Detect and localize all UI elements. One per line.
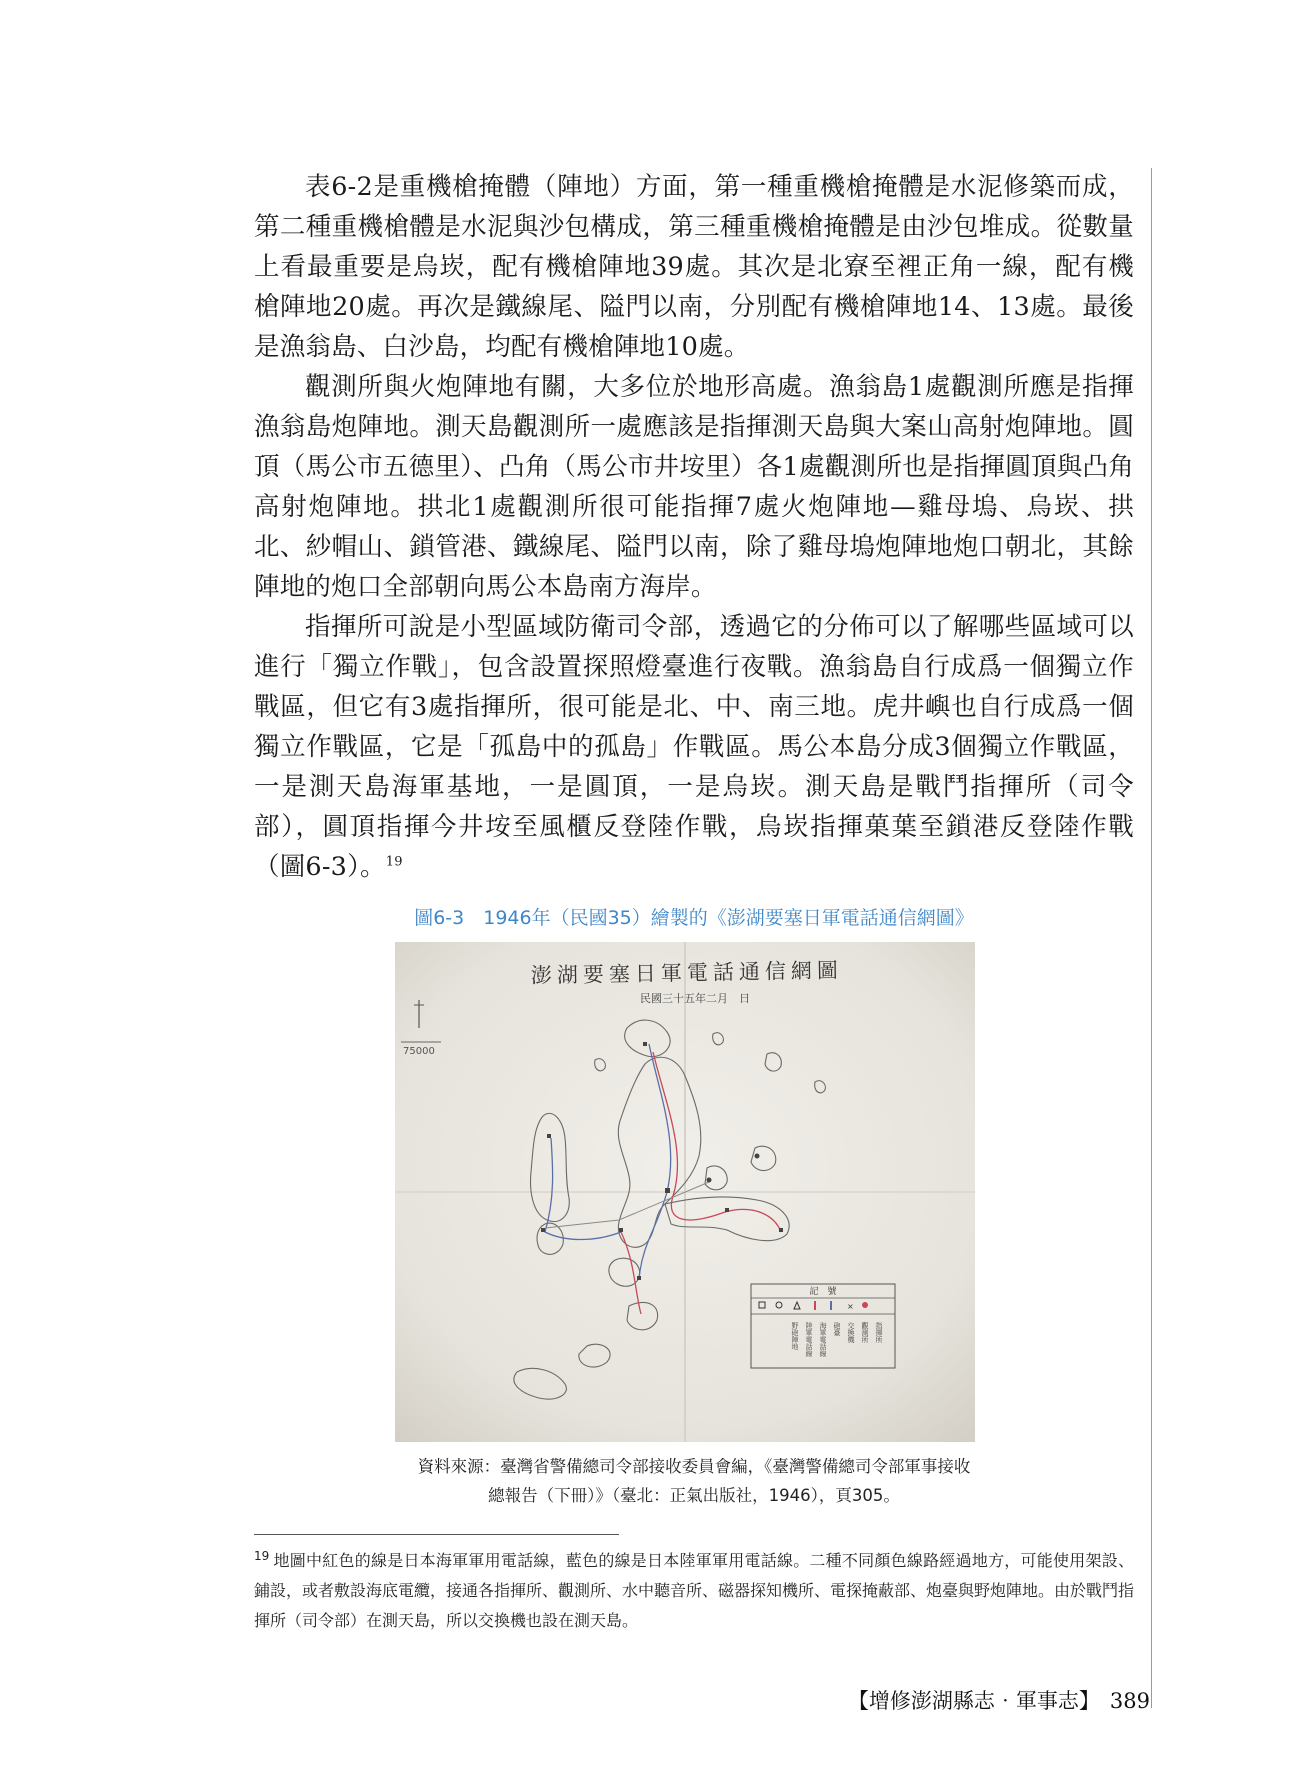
footnote-text: 地圖中紅色的線是日本海軍軍用電話線，藍色的線是日本陸軍軍用電話線。二種不同顏色線路經過地方，可能使用架設、鋪設，或者敷設海底電纜，接通各指揮所、觀測所、水中聽音所、磁器探知機所、電探掩蔽部、炮臺與野炮陣地。由於戰鬥指揮所（司令部）在測天島，所以交換機也設在測天島。 (254, 1551, 1135, 1630)
legend-item: 交換機 (847, 1322, 855, 1343)
page-number: 389 (1109, 1689, 1150, 1713)
paragraph-1: 表6-2是重機槍掩體（陣地）方面，第一種重機槍掩體是水泥修築而成，第二種重機槍體是水泥與沙包構成，第三種重機槍掩體是由沙包堆成。從數量上看最重要是烏崁，配有機槍陣地39處。其次是北寮至裡正角一線，配有機槍陣地20處。再次是鐵線尾、隘門以南，分別配有機槍陣地14、13處。最後是漁翁島、白沙島，均配有機槍陣地10處。 (254, 172, 1134, 362)
legend-item: 野砲陣地 (791, 1322, 799, 1350)
legend-item: 海軍電話線 (819, 1322, 827, 1357)
source-line-2: 總報告（下冊）》（臺北：正氣出版社，1946），頁305。 (488, 1486, 900, 1505)
footnote-number: 19 (254, 1548, 270, 1563)
map-scale: 75000 (403, 1046, 435, 1057)
book-title: 【增修澎湖縣志‧軍事志】 (847, 1689, 1100, 1713)
legend-title: 記 號 (809, 1287, 837, 1297)
figure-caption: 圖6-3 1946年（民國35）繪製的《澎湖要塞日軍電話通信網圖》 (414, 907, 974, 929)
source-line-1: 資料來源：臺灣省警備總司令部接收委員會編，《臺灣警備總司令部軍事接收 (417, 1457, 971, 1476)
paragraph-3 (254, 607, 1134, 887)
legend-item: 觀測所 (861, 1322, 869, 1343)
map-title: 澎湖要塞日軍電話通信網圖 (530, 958, 844, 988)
legend-item: 砲臺 (833, 1322, 841, 1336)
footnote-body (254, 1546, 1134, 1636)
legend-item: 指揮所 (875, 1322, 883, 1343)
figure-source (254, 1452, 1134, 1510)
paragraph-3-text: 指揮所可說是小型區域防衛司令部，透過它的分佈可以了解哪些區域可以進行「獨立作戰」，包含設置探照燈臺進行夜戰。漁翁島自行成爲一個獨立作戰區，但它有3處指揮所，很可能是北、中、南三地。虎井嶼也自行成爲一個獨立作戰區，它是「孤島中的孤島」作戰區。馬公本島分成3個獨立作戰區，一是測天島海軍基地，一是圓頂，一是烏崁。測天島是戰鬥指揮所（司令部），圓頂指揮今井垵至風櫃反登陸作戰，烏崁指揮菓葉至鎖港反登陸作戰（圖6-3）。 (254, 612, 1134, 882)
legend-item: 陸軍電話線 (805, 1322, 813, 1357)
figure-map (395, 942, 975, 1442)
svg-text:×: × (847, 1302, 854, 1311)
page-footer (848, 1685, 1150, 1715)
footnote (254, 1546, 1134, 1636)
footnote-ref[interactable]: 19 (385, 854, 403, 870)
paragraph-2: 觀測所與火炮陣地有關，大多位於地形高處。漁翁島1處觀測所應是指揮漁翁島炮陣地。測天島觀測所一處應該是指揮測天島與大案山高射炮陣地。圓頂（馬公市五德里）、凸角（馬公市井垵里）各1處觀測所也是指揮圓頂與凸角高射炮陣地。拱北1處觀測所很可能指揮7處火炮陣地—雞母塢、烏崁、拱北、紗帽山、鎖管港、鐵線尾、隘門以南，除了雞母塢炮陣地炮口朝北，其餘陣地的炮口全部朝向馬公本島南方海岸。 (254, 372, 1134, 602)
footnote-rule (254, 1534, 619, 1535)
map-date: 民國三十五年二月 日 (640, 992, 750, 1005)
margin-rule (1151, 168, 1152, 1708)
body-text (254, 167, 1134, 887)
